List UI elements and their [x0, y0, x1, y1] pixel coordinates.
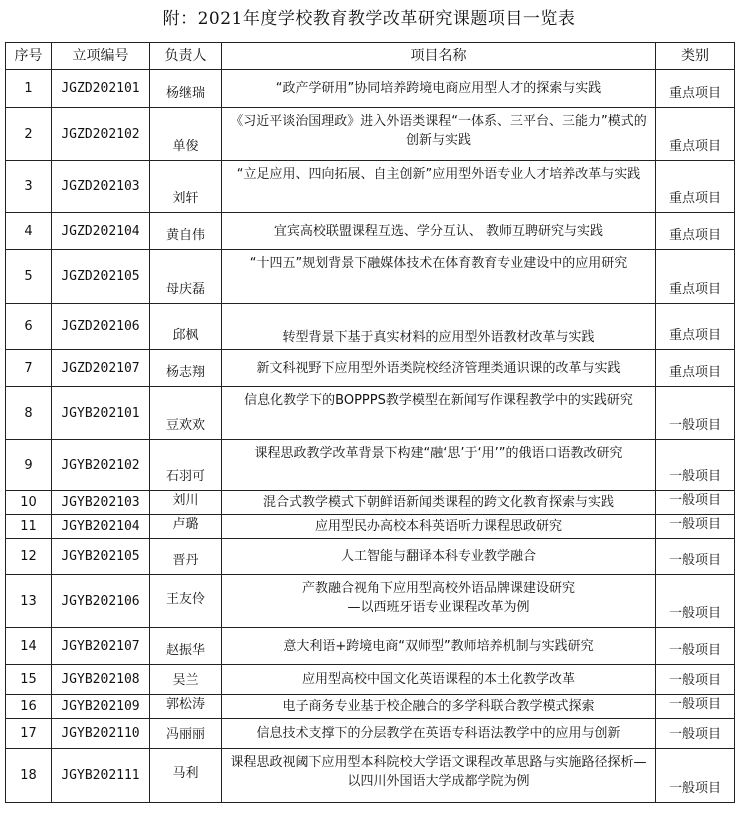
row-person: 石羽可 [150, 440, 222, 491]
row-code: JGZD202105 [52, 250, 150, 304]
row-type: 重点项目 [656, 350, 735, 387]
row-type: 一般项目 [656, 575, 735, 628]
row-no: 14 [6, 628, 52, 665]
table-row [6, 665, 735, 695]
row-no: 18 [6, 749, 52, 803]
row-person: 马利 [150, 749, 222, 803]
row-no: 16 [6, 695, 52, 719]
header-project-name: 项目名称 [222, 43, 656, 70]
row-project-name: 电子商务专业基于校企融合的多学科联合教学模式探索 [222, 695, 656, 719]
project-table [5, 42, 735, 803]
table-row [6, 250, 735, 304]
row-no: 9 [6, 440, 52, 491]
row-type: 重点项目 [656, 304, 735, 350]
table-row [6, 213, 735, 250]
row-no: 13 [6, 575, 52, 628]
row-code: JGYB202101 [52, 387, 150, 440]
table-row [6, 628, 735, 665]
row-code: JGYB202103 [52, 491, 150, 515]
table-row [6, 695, 735, 719]
row-project-name: “政产学研用”协同培养跨境电商应用型人才的探索与实践 [222, 70, 656, 108]
row-person: 冯丽丽 [150, 719, 222, 749]
row-code: JGZD202104 [52, 213, 150, 250]
table-row [6, 575, 735, 628]
row-code: JGYB202107 [52, 628, 150, 665]
row-type: 一般项目 [656, 539, 735, 575]
row-no: 4 [6, 213, 52, 250]
row-project-name: 产教融合视角下应用型高校外语品牌课建设研究 —以西班牙语专业课程改革为例 [222, 575, 656, 628]
table-row [6, 350, 735, 387]
row-code: JGZD202101 [52, 70, 150, 108]
row-code: JGYB202105 [52, 539, 150, 575]
row-project-name: 信息化教学下的BOPPPS教学模型在新闻写作课程教学中的实践研究 [222, 387, 656, 440]
row-project-name: 应用型民办高校本科英语听力课程思政研究 [222, 515, 656, 539]
row-code: JGYB202104 [52, 515, 150, 539]
row-code: JGZD202102 [52, 108, 150, 161]
row-project-name: 课程思政教学改革背景下构建“融‘思’于‘用’”的俄语口语教改研究 [222, 440, 656, 491]
row-no: 12 [6, 539, 52, 575]
table-row [6, 70, 735, 108]
row-person: 黄自伟 [150, 213, 222, 250]
row-type: 一般项目 [656, 491, 735, 515]
row-code: JGZD202107 [52, 350, 150, 387]
header-no: 序号 [6, 43, 52, 70]
row-project-name: 新文科视野下应用型外语类院校经济管理类通识课的改革与实践 [222, 350, 656, 387]
row-code: JGYB202111 [52, 749, 150, 803]
table-header-row [6, 43, 735, 70]
row-type: 一般项目 [656, 515, 735, 539]
header-code: 立项编号 [52, 43, 150, 70]
row-type: 一般项目 [656, 719, 735, 749]
row-person: 吴兰 [150, 665, 222, 695]
row-type: 一般项目 [656, 387, 735, 440]
row-type: 一般项目 [656, 665, 735, 695]
row-person: 豆欢欢 [150, 387, 222, 440]
row-type: 一般项目 [656, 440, 735, 491]
row-project-name: “立足应用、四向拓展、自主创新”应用型外语专业人才培养改革与实践 [222, 161, 656, 213]
row-code: JGYB202106 [52, 575, 150, 628]
table-row [6, 539, 735, 575]
row-type: 一般项目 [656, 628, 735, 665]
row-person: 母庆磊 [150, 250, 222, 304]
row-person: 刘轩 [150, 161, 222, 213]
row-person: 王友伶 [150, 575, 222, 628]
row-person: 晋丹 [150, 539, 222, 575]
row-person: 卢璐 [150, 515, 222, 539]
row-project-name: 宜宾高校联盟课程互选、学分互认、 教师互聘研究与实践 [222, 213, 656, 250]
table-row [6, 515, 735, 539]
row-no: 6 [6, 304, 52, 350]
row-no: 7 [6, 350, 52, 387]
row-no: 15 [6, 665, 52, 695]
row-project-name: 人工智能与翻译本科专业教学融合 [222, 539, 656, 575]
row-no: 11 [6, 515, 52, 539]
row-type: 重点项目 [656, 250, 735, 304]
row-code: JGYB202109 [52, 695, 150, 719]
row-person: 单俊 [150, 108, 222, 161]
document-title: 附：2021年度学校教育教学改革研究课题项目一览表 [162, 9, 576, 29]
row-no: 3 [6, 161, 52, 213]
row-code: JGYB202102 [52, 440, 150, 491]
table-row [6, 304, 735, 350]
table-row [6, 161, 735, 213]
row-type: 重点项目 [656, 70, 735, 108]
row-type: 重点项目 [656, 108, 735, 161]
row-person: 赵振华 [150, 628, 222, 665]
row-person: 邱枫 [150, 304, 222, 350]
table-row [6, 387, 735, 440]
table-row [6, 749, 735, 803]
table-row [6, 440, 735, 491]
row-code: JGZD202103 [52, 161, 150, 213]
row-no: 8 [6, 387, 52, 440]
row-project-name: 意大利语+跨境电商“双师型”教师培养机制与实践研究 [222, 628, 656, 665]
row-project-name: 《习近平谈治国理政》进入外语类课程“一体系、三平台、三能力”模式的创新与实践 [222, 108, 656, 161]
row-project-name: 课程思政视阈下应用型本科院校大学语文课程改革思路与实施路径探析—以四川外国语大学成都学院为例 [222, 749, 656, 803]
row-person: 杨志翔 [150, 350, 222, 387]
row-project-name: 信息技术支撑下的分层教学在英语专科语法教学中的应用与创新 [222, 719, 656, 749]
row-type: 重点项目 [656, 161, 735, 213]
row-type: 一般项目 [656, 695, 735, 719]
row-type: 重点项目 [656, 213, 735, 250]
row-no: 2 [6, 108, 52, 161]
header-type: 类别 [656, 43, 735, 70]
row-code: JGYB202110 [52, 719, 150, 749]
row-project-name: “十四五”规划背景下融媒体技术在体育教育专业建设中的应用研究 [222, 250, 656, 304]
table-row [6, 108, 735, 161]
table-row [6, 719, 735, 749]
row-person: 郭松涛 [150, 695, 222, 719]
row-project-name: 混合式教学模式下朝鲜语新闻类课程的跨文化教育探索与实践 [222, 491, 656, 515]
row-code: JGYB202108 [52, 665, 150, 695]
row-type: 一般项目 [656, 749, 735, 803]
row-person: 刘川 [150, 491, 222, 515]
row-code: JGZD202106 [52, 304, 150, 350]
row-no: 17 [6, 719, 52, 749]
row-project-name: 转型背景下基于真实材料的应用型外语教材改革与实践 [222, 304, 656, 350]
row-no: 1 [6, 70, 52, 108]
header-person: 负责人 [150, 43, 222, 70]
row-no: 10 [6, 491, 52, 515]
table-row [6, 491, 735, 515]
row-no: 5 [6, 250, 52, 304]
row-person: 杨继瑞 [150, 70, 222, 108]
row-project-name: 应用型高校中国文化英语课程的本土化教学改革 [222, 665, 656, 695]
